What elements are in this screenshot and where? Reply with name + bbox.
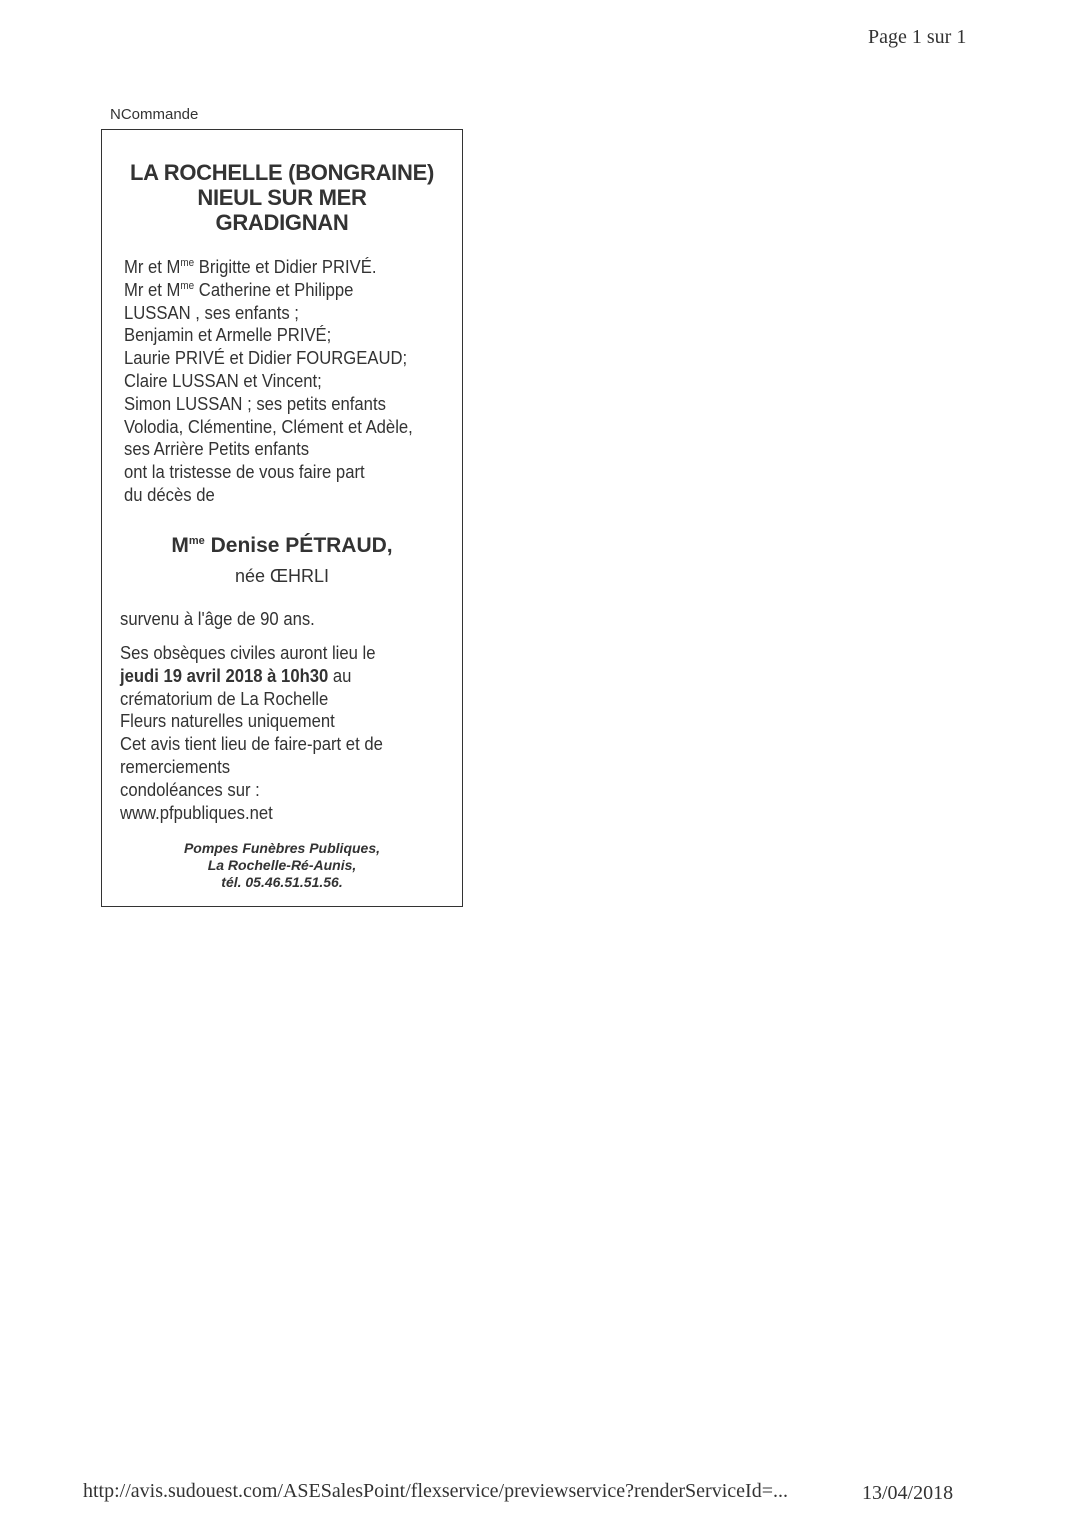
family-announcement [124,256,421,507]
funeral-details [120,642,444,824]
family-line: ses Arrière Petits enfants [124,438,310,460]
agency-phone: tél. 05.46.51.51.56. [221,874,343,890]
family-line: ont la tristesse de vous faire part [124,461,365,483]
agency-line: La Rochelle-Ré-Aunis, [207,857,357,873]
deceased-title-sup: me [188,535,205,547]
place-line: LA ROCHELLE (BONGRAINE) [130,160,434,185]
funeral-line: Ses obsèques civiles auront lieu le [120,642,376,663]
funeral-line: condoléances sur : [120,778,260,800]
family-line: du décès de [124,483,215,505]
age-at-death: survenu à l'âge de 90 ans. [120,608,315,629]
family-line [124,279,421,302]
family-line: LUSSAN , ses enfants ; [124,301,299,323]
agency-line: Pompes Funèbres Publiques, [183,840,381,856]
funeral-line: Cet avis tient lieu de faire-part et de [120,733,383,755]
funeral-agency [102,840,462,891]
notice-places [102,160,462,235]
family-line: Benjamin et Armelle PRIVÉ; [124,324,332,346]
funeral-line: crématorium de La Rochelle [120,687,329,709]
family-text: Mr et M [124,278,181,300]
funeral-date: jeudi 19 avril 2018 à 10h30 [120,664,329,686]
funeral-website: www.pfpubliques.net [120,801,273,823]
family-text: Brigitte et Didier PRIVÉ. [194,256,377,277]
deceased-name [102,534,462,558]
family-line: Laurie PRIVÉ et Didier FOURGEAUD; [124,347,408,369]
funeral-line: Fleurs naturelles uniquement [120,710,335,732]
family-sup: me [180,256,195,269]
deceased-fullname: Denise PÉTRAUD, [204,534,393,557]
place-line: NIEUL SUR MER [197,185,367,210]
funeral-text: au [328,664,352,686]
order-label: NCommande [110,106,199,123]
family-line: Volodia, Clémentine, Clément et Adèle, [124,415,413,437]
footer-date: 13/04/2018 [862,1482,954,1504]
family-line [124,256,421,279]
family-line: Claire LUSSAN et Vincent; [124,369,322,391]
funeral-line [120,665,444,688]
funeral-line: remerciements [120,755,231,777]
family-sup: me [180,279,195,292]
family-text: Mr et M [124,256,181,277]
family-text: Catherine et Philippe [194,278,354,300]
maiden-name: née ŒHRLI [234,566,330,586]
footer-url: http://avis.sudouest.com/ASESalesPoint/flexservice/previewservice?renderServiceId=... [83,1480,788,1502]
deceased-title: M [171,534,189,557]
place-line: GRADIGNAN [215,210,349,235]
page-header: Page 1 sur 1 [868,26,967,48]
obituary-notice [101,129,463,907]
family-line: Simon LUSSAN ; ses petits enfants [124,392,386,414]
